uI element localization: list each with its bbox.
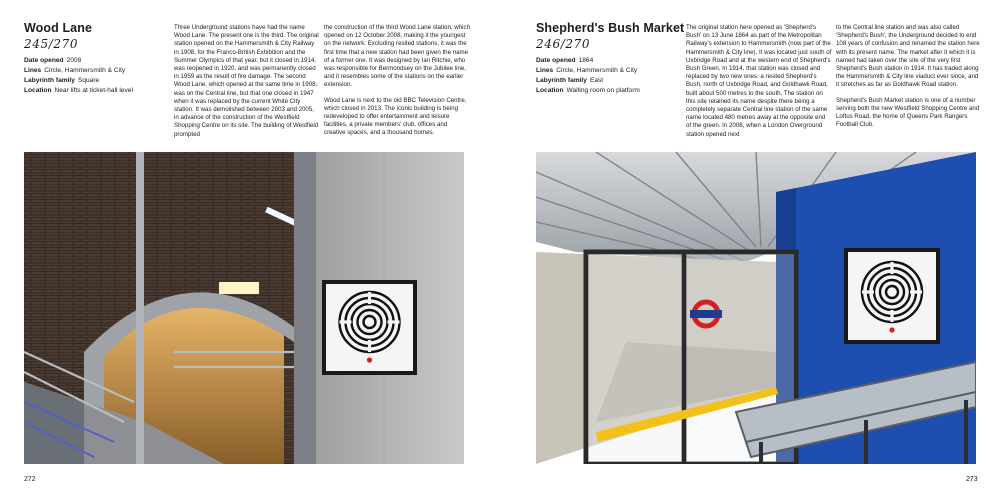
paragraph: Wood Lane is next to the old BBC Television Centre, which closed in 2013. The iconic building is being redeveloped to offer entertainment and leisure facilities, a private members' club, offices and creative spaces, and a thousand homes. <box>324 96 467 137</box>
fact-labyrinth-family: Labyrinth family Square <box>24 77 100 84</box>
fact-lines: Lines Circle, Hammersmith & City <box>536 67 638 74</box>
body-column-1 <box>686 24 832 146</box>
station-facts <box>24 56 154 96</box>
labyrinth-number: 245/270 <box>24 37 79 51</box>
body-column-2 <box>324 24 470 145</box>
paragraph: Three Underground stations have had the name Wood Lane. The present one is the third. The original station opened on the Hammersmith & City Railway in 1908, for the Franco-British Exhibition and the Summer Olympics of that year, but it closed in 1914, was reopened in 1920, and was permanently closed in 1959 as the result of fire damage. The second Wood Lane, which opened at the same time in 1908, was on the Central line, but that one closed in 1947 when it was replaced by the current White City station. It was demolished between 2003 and 2005, in advance of the construction of the Westfield Shopping Centre on its site. The building of Westfield prompted <box>174 24 319 138</box>
body-column-2 <box>836 24 982 136</box>
paragraph: Shepherd's Bush Market station is one of a number serving both the new Westfield Shopping Centre and Loftus Road, the home of Queens Park Rangers Football Club. <box>836 96 980 129</box>
station-title: Shepherd's Bush Market <box>536 21 685 35</box>
fact-labyrinth-family: Labyrinth family East <box>536 77 604 84</box>
fact-date-opened: Date opened 2008 <box>24 57 82 64</box>
fact-location: Location Waiting room on platform <box>536 87 640 94</box>
paragraph: the construction of the third Wood Lane station, which opened on 12 October 2008, making it the youngest on the network. Excluding resited stations, it was the first time that a new station had been given the name of a former one. It was designed by Ian Ritchie, who was responsible for Bermondsey on the Jubilee line, and it resembles some of the stations on the earlier extension. <box>324 24 470 89</box>
paragraph: The original station here opened as 'Shepherd's Bush' on 13 June 1864 as part of the Metropolitan Railway's extension to Hammersmith (now part of the Hammersmith & City line). It was located just south of Uxbridge Road and at the western end of Shepherd's Bush Green. In 1914, that station was closed and replaced by two new ones: a resited Shepherd's Bush, north of Uxbridge Road, and Goldhawk Road, built about 500 metres to the south. The station on this site retained its name despite there being a completely separate Central line station of the same name located 480 metres away at the opposite end of the green. In 2008, when a London Overground station opened next <box>686 24 832 138</box>
page-number: 272 <box>24 476 36 483</box>
fact-lines: Lines Circle, Hammersmith & City <box>24 67 126 74</box>
labyrinth-marker <box>889 327 894 332</box>
shepherds-bush-market-photo <box>536 152 976 464</box>
page-number: 273 <box>966 476 978 483</box>
right-page <box>500 0 1000 500</box>
station-facts <box>536 56 666 96</box>
wood-lane-photo <box>24 152 464 464</box>
labyrinth-number: 246/270 <box>536 37 591 51</box>
labyrinth-marker <box>367 357 372 362</box>
body-column-1 <box>174 24 320 146</box>
fact-location: Location Near lifts at ticket-hall level <box>24 87 133 94</box>
station-title: Wood Lane <box>24 21 93 35</box>
fact-date-opened: Date opened 1864 <box>536 57 594 64</box>
paragraph: to the Central line station and was also called 'Shepherd's Bush', the Underground decided to end 108 years of confusion and renamed the station here with its present name. The market after it which it is named had taken over the site of the very first Shepherd's Bush station in 1914. It has traded along the Hammersmith & City line viaduct ever since, and it stretches as far as Goldhawk Road station. <box>836 24 980 89</box>
